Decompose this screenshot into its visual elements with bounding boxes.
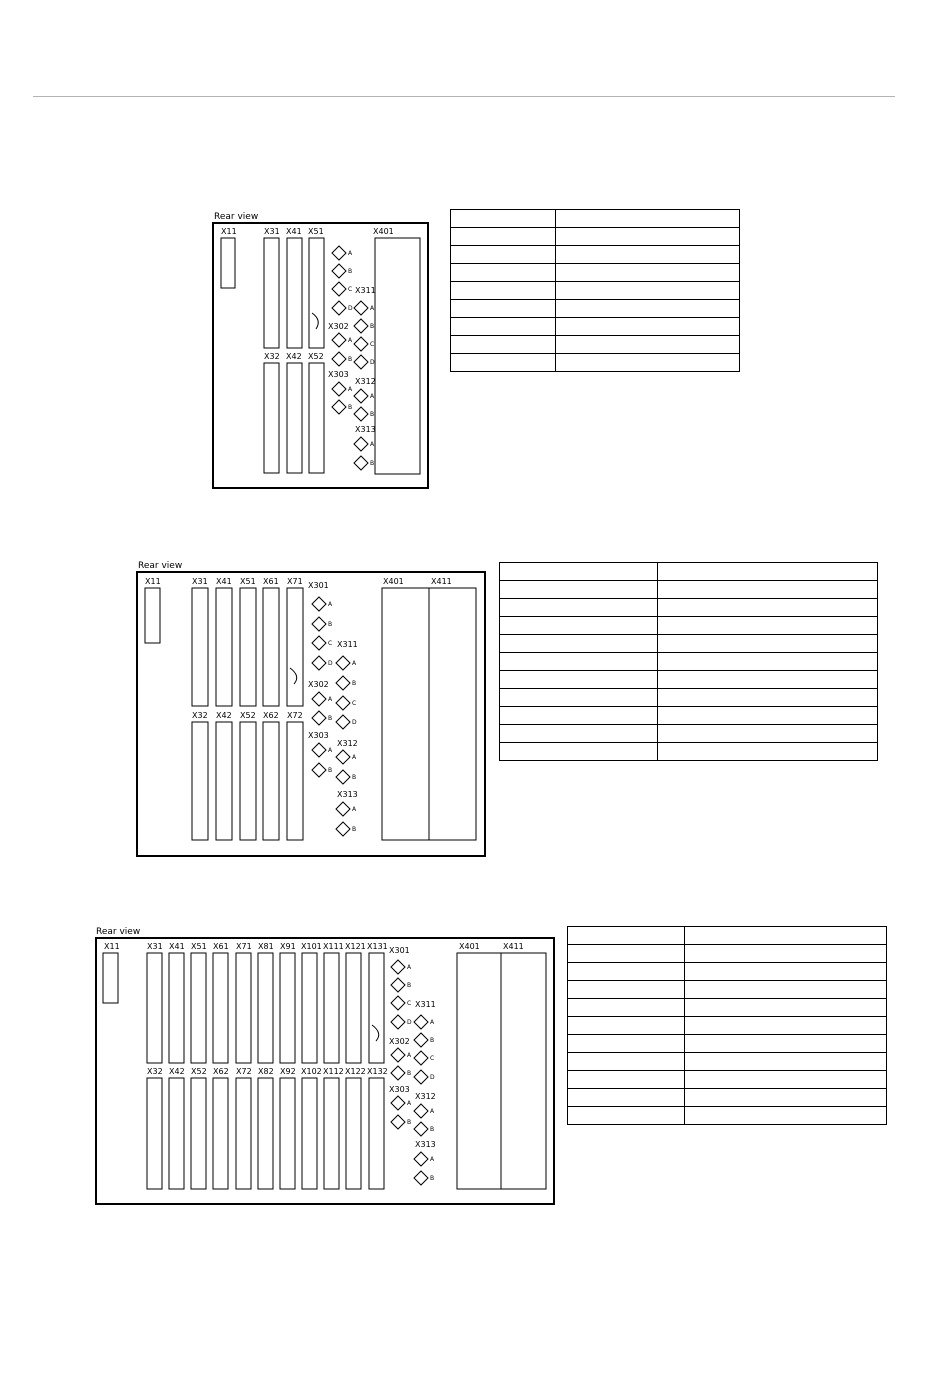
pin-label: C xyxy=(328,640,333,647)
connector-label-x82: X82 xyxy=(258,1067,274,1076)
terminal-diamond xyxy=(391,1048,405,1062)
table-row xyxy=(568,1071,887,1089)
table-cell xyxy=(568,945,685,963)
connector-label-x62: X62 xyxy=(213,1067,229,1076)
connector-x112 xyxy=(324,1078,339,1189)
table-cell xyxy=(685,1035,887,1053)
table-row xyxy=(568,1035,887,1053)
connector-label-x62: X62 xyxy=(263,711,279,720)
connector-x111 xyxy=(324,953,339,1063)
connector-x52 xyxy=(191,1078,206,1189)
table-cell xyxy=(568,999,685,1017)
pin-label: A xyxy=(370,305,375,312)
connector-label-x42: X42 xyxy=(216,711,232,720)
connector-label-x61: X61 xyxy=(213,942,229,951)
table-cell xyxy=(685,927,887,945)
connector-label-x41: X41 xyxy=(169,942,185,951)
connector-x122 xyxy=(346,1078,361,1189)
pin-label: B xyxy=(348,268,353,275)
connector-x132 xyxy=(369,1078,384,1189)
connector-x101 xyxy=(302,953,317,1063)
connector-label-x312: X312 xyxy=(355,377,376,386)
connector-label-x101: X101 xyxy=(301,942,322,951)
pin-label: D xyxy=(348,305,353,312)
pin-label: B xyxy=(407,982,412,989)
connector-x72 xyxy=(236,1078,251,1189)
connector-label-x52: X52 xyxy=(308,352,324,361)
pin-label: A xyxy=(430,1108,435,1115)
terminal-diamond xyxy=(414,1122,428,1136)
connector-label-x301: X301 xyxy=(308,581,329,590)
connector-label-x31: X31 xyxy=(147,942,163,951)
table-cell xyxy=(685,1017,887,1035)
connector-label-x32: X32 xyxy=(147,1067,163,1076)
connector-label-x302: X302 xyxy=(389,1037,410,1046)
connector-label-x121: X121 xyxy=(345,942,366,951)
table-cell xyxy=(568,981,685,999)
connector-label-x122: X122 xyxy=(345,1067,366,1076)
terminal-diamond xyxy=(391,978,405,992)
table-cell xyxy=(685,999,887,1017)
connector-label-x72: X72 xyxy=(287,711,303,720)
terminal-diamond xyxy=(391,996,405,1010)
connector-x41 xyxy=(169,953,184,1063)
connector-label-x311: X311 xyxy=(337,640,358,649)
terminal-diamond xyxy=(414,1171,428,1185)
table-cell xyxy=(685,1089,887,1107)
connector-x11 xyxy=(103,953,118,1003)
terminal-diamond xyxy=(391,1115,405,1129)
pin-label: A xyxy=(370,393,375,400)
connector-x102 xyxy=(302,1078,317,1189)
table-cell xyxy=(685,1071,887,1089)
connector-label-x102: X102 xyxy=(301,1067,322,1076)
connector-label-x313: X313 xyxy=(355,425,376,434)
connector-x42 xyxy=(169,1078,184,1189)
pin-label: A xyxy=(352,806,357,813)
table-cell xyxy=(568,927,685,945)
terminal-diamond xyxy=(414,1070,428,1084)
connector-label-x411: X411 xyxy=(503,942,524,951)
pin-label: B xyxy=(370,460,375,467)
terminal-diamond xyxy=(391,960,405,974)
pin-label: B xyxy=(407,1119,412,1126)
pin-label: A xyxy=(328,696,333,703)
connector-label-x303: X303 xyxy=(389,1085,410,1094)
connector-label-x81: X81 xyxy=(258,942,274,951)
table-cell xyxy=(568,1071,685,1089)
table-cell xyxy=(568,1035,685,1053)
pin-label: B xyxy=(370,411,375,418)
pin-label: B xyxy=(328,767,333,774)
connector-label-x41: X41 xyxy=(286,227,302,236)
pin-label: B xyxy=(348,404,353,411)
table-row xyxy=(568,999,887,1017)
connector-x32 xyxy=(147,1078,162,1189)
connector-label-x303: X303 xyxy=(308,731,329,740)
connector-label-x401: X401 xyxy=(459,942,480,951)
pin-label: A xyxy=(352,660,357,667)
diagram-title: Rear view xyxy=(214,212,259,222)
connector-x131 xyxy=(369,953,384,1063)
terminal-diamond xyxy=(414,1033,428,1047)
pin-label: A xyxy=(352,754,357,761)
connector-label-x301: X301 xyxy=(389,946,410,955)
pin-label: A xyxy=(328,747,333,754)
connector-label-x51: X51 xyxy=(308,227,324,236)
pin-label: D xyxy=(328,660,333,667)
connector-x81 xyxy=(258,953,273,1063)
diagram-title: Rear view xyxy=(138,561,183,571)
table-cell xyxy=(685,963,887,981)
connector-label-x32: X32 xyxy=(192,711,208,720)
connector-label-x42: X42 xyxy=(169,1067,185,1076)
table-row xyxy=(568,981,887,999)
pin-label: B xyxy=(430,1175,435,1182)
table-cell xyxy=(568,1017,685,1035)
connector-label-x51: X51 xyxy=(191,942,207,951)
connector-label-x42: X42 xyxy=(286,352,302,361)
connector-table-3 xyxy=(567,926,887,1125)
connector-label-x11: X11 xyxy=(104,942,120,951)
connector-x121 xyxy=(346,953,361,1063)
pin-label: B xyxy=(370,323,375,330)
connector-label-x41: X41 xyxy=(216,577,232,586)
connector-label-x32: X32 xyxy=(264,352,280,361)
terminal-diamond xyxy=(414,1152,428,1166)
connector-label-x313: X313 xyxy=(337,790,358,799)
pin-label: B xyxy=(352,774,357,781)
pin-label: D xyxy=(352,719,357,726)
pin-label: B xyxy=(430,1126,435,1133)
connector-label-x401: X401 xyxy=(383,577,404,586)
connector-x62 xyxy=(213,1078,228,1189)
pin-label: A xyxy=(430,1156,435,1163)
pin-label: A xyxy=(407,964,412,971)
connector-x31 xyxy=(147,953,162,1063)
diagram-title: Rear view xyxy=(96,927,141,937)
connector-label-x302: X302 xyxy=(328,322,349,331)
table-row xyxy=(568,1107,887,1125)
connector-x51 xyxy=(191,953,206,1063)
table-cell xyxy=(568,1053,685,1071)
connector-x61 xyxy=(213,953,228,1063)
table-row xyxy=(568,1053,887,1071)
pin-label: B xyxy=(407,1070,412,1077)
pin-label: A xyxy=(407,1100,412,1107)
connector-label-x51: X51 xyxy=(240,577,256,586)
connector-label-x92: X92 xyxy=(280,1067,296,1076)
pin-label: B xyxy=(348,356,353,363)
pin-label: B xyxy=(430,1037,435,1044)
pin-label: A xyxy=(370,441,375,448)
pin-label: C xyxy=(352,700,357,707)
connector-label-x313: X313 xyxy=(415,1140,436,1149)
pin-label: D xyxy=(407,1019,412,1026)
pin-label: C xyxy=(407,1000,412,1007)
connector-x82 xyxy=(258,1078,273,1189)
pin-label: A xyxy=(348,386,353,393)
table-cell xyxy=(685,1107,887,1125)
terminal-diamond xyxy=(414,1104,428,1118)
connector-label-x72: X72 xyxy=(236,1067,252,1076)
table-cell xyxy=(685,945,887,963)
connector-label-x71: X71 xyxy=(236,942,252,951)
pin-label: C xyxy=(370,341,375,348)
table-cell xyxy=(568,963,685,981)
connector-x71 xyxy=(236,953,251,1063)
connector-label-x52: X52 xyxy=(240,711,256,720)
pin-label: B xyxy=(328,621,333,628)
pin-label: A xyxy=(328,601,333,608)
link-arc xyxy=(372,1025,379,1041)
pin-label: D xyxy=(370,359,375,366)
connector-label-x11: X11 xyxy=(145,577,161,586)
connector-label-x31: X31 xyxy=(192,577,208,586)
connector-label-x411: X411 xyxy=(431,577,452,586)
connector-label-x131: X131 xyxy=(367,942,388,951)
connector-label-x401: X401 xyxy=(373,227,394,236)
connector-label-x311: X311 xyxy=(355,286,376,295)
pin-label: A xyxy=(430,1019,435,1026)
connector-x92 xyxy=(280,1078,295,1189)
table-cell xyxy=(568,1089,685,1107)
terminal-diamond xyxy=(391,1096,405,1110)
connector-label-x71: X71 xyxy=(287,577,303,586)
pin-label: C xyxy=(348,286,353,293)
connector-label-x312: X312 xyxy=(337,739,358,748)
terminal-diamond xyxy=(391,1066,405,1080)
pin-label: D xyxy=(430,1074,435,1081)
table-row xyxy=(568,945,887,963)
connector-label-x312: X312 xyxy=(415,1092,436,1101)
connector-label-x311: X311 xyxy=(415,1000,436,1009)
table-row xyxy=(568,963,887,981)
table-cell xyxy=(685,981,887,999)
table-row xyxy=(568,1089,887,1107)
connector-label-x112: X112 xyxy=(323,1067,344,1076)
connector-label-x302: X302 xyxy=(308,680,329,689)
connector-label-x111: X111 xyxy=(323,942,344,951)
connector-label-x31: X31 xyxy=(264,227,280,236)
pin-label: A xyxy=(348,250,353,257)
pin-label: A xyxy=(348,337,353,344)
connector-label-x61: X61 xyxy=(263,577,279,586)
terminal-diamond xyxy=(414,1051,428,1065)
terminal-diamond xyxy=(414,1015,428,1029)
table-row xyxy=(568,927,887,945)
pin-label: B xyxy=(352,826,357,833)
pin-label: C xyxy=(430,1055,435,1062)
connector-label-x91: X91 xyxy=(280,942,296,951)
terminal-diamond xyxy=(391,1015,405,1029)
connector-label-x132: X132 xyxy=(367,1067,388,1076)
table-row xyxy=(568,1017,887,1035)
pin-label: A xyxy=(407,1052,412,1059)
table-cell xyxy=(685,1053,887,1071)
connector-x411 xyxy=(501,953,546,1189)
table-cell xyxy=(568,1107,685,1125)
connector-label-x52: X52 xyxy=(191,1067,207,1076)
pin-label: B xyxy=(352,680,357,687)
connector-x401 xyxy=(457,953,501,1189)
pin-label: B xyxy=(328,715,333,722)
connector-x91 xyxy=(280,953,295,1063)
connector-label-x11: X11 xyxy=(221,227,237,236)
connector-label-x303: X303 xyxy=(328,370,349,379)
